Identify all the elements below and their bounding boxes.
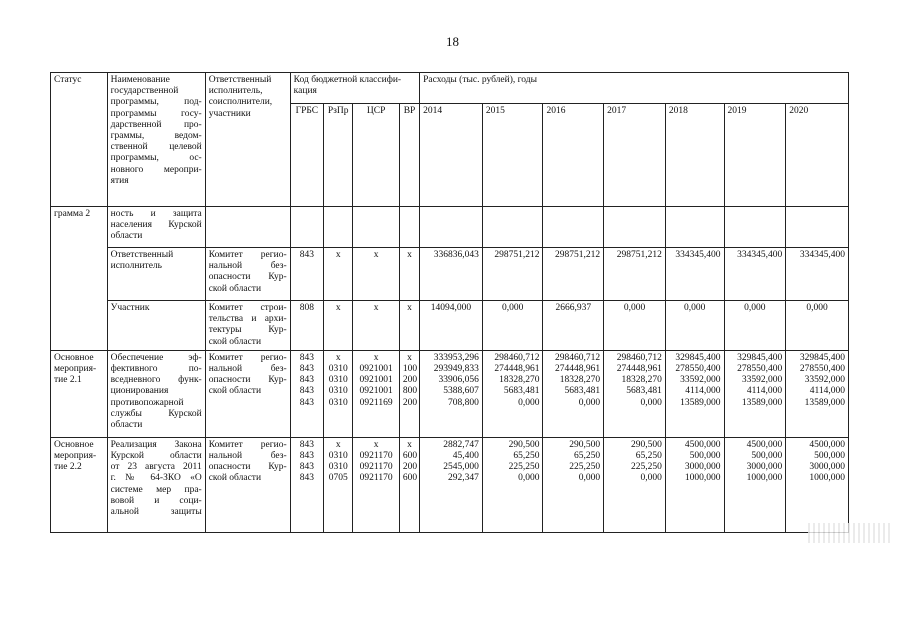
cell-executor xyxy=(205,301,290,351)
header-responsible-line: соисполнители, xyxy=(208,97,273,108)
cell-empty xyxy=(420,207,483,248)
value-line: 5388,607 xyxy=(443,386,479,397)
status-line: Основное xyxy=(54,352,94,363)
csr-line: 0921170 xyxy=(359,473,393,484)
role-line: Ответственный xyxy=(110,250,174,260)
grbs-line: 843 xyxy=(299,364,314,375)
csr-line: 0921170 xyxy=(359,462,393,473)
executor-line: Комитет строи- xyxy=(208,303,287,313)
header-budget-code-line: Код бюджетной классифи- xyxy=(293,75,402,85)
cell-measure-name xyxy=(107,437,205,532)
measure-name-line: системе мер пра- xyxy=(110,484,202,495)
cell-values-2017 xyxy=(604,350,666,437)
cell-values-2017 xyxy=(604,437,666,532)
csr-line: 0921001 xyxy=(359,375,393,386)
header-budget-code-line: кация xyxy=(293,86,317,97)
value-line: 13589,000 xyxy=(680,397,721,408)
executor-line: опасности Кур- xyxy=(208,375,287,386)
measure-name-line: Реализация Закона xyxy=(110,439,202,450)
rzpr-line: 0310 xyxy=(328,451,348,462)
value-line: 2545,000 xyxy=(443,462,479,473)
cell-value: 0,000 xyxy=(665,301,724,351)
cell-values-2016 xyxy=(543,437,604,532)
value-line: 298460,712 xyxy=(494,352,540,363)
cell-empty xyxy=(786,207,849,248)
measure-name-line: противопожарной xyxy=(110,397,184,408)
csr-line: 0921169 xyxy=(359,397,393,408)
value-line: 225,250 xyxy=(630,462,662,473)
executor-line: Комитет регио- xyxy=(208,250,287,260)
value-line: 0,000 xyxy=(578,473,601,484)
cell-executor xyxy=(205,437,290,532)
cell-values-2018 xyxy=(665,437,724,532)
value-line: 1000,000 xyxy=(746,473,783,484)
cell-role: Участник xyxy=(107,301,205,351)
value-line: 13589,000 xyxy=(741,397,783,408)
header-responsible-line: исполнитель, xyxy=(208,86,263,97)
cell-empty xyxy=(205,207,290,248)
measure-name-line: службы Курской xyxy=(110,408,202,419)
program-name-line: ность и защита xyxy=(110,209,202,219)
value-line: 333953,296 xyxy=(433,352,479,363)
cell-csr: x xyxy=(353,248,400,301)
header-year: 2017 xyxy=(604,104,666,207)
status-line: мероприя- xyxy=(54,364,97,375)
measure-name-line: вовой и соци- xyxy=(110,495,202,506)
cell-empty xyxy=(543,207,604,248)
value-line: 3000,000 xyxy=(746,462,783,473)
value-line: 18328,270 xyxy=(621,375,662,386)
value-line: 274448,961 xyxy=(616,364,662,375)
measure-name-line: Курской области xyxy=(110,451,202,462)
header-name-line: ственной целевой xyxy=(110,142,202,153)
cell-empty xyxy=(604,207,666,248)
status-line: тие 2.2 xyxy=(54,462,82,473)
vr-line: 200 xyxy=(402,397,418,408)
vr-line: x xyxy=(407,352,412,363)
header-name-line: дарственной про- xyxy=(110,119,202,130)
cell-rzpr xyxy=(324,437,353,532)
grbs-line: 843 xyxy=(299,375,314,386)
grbs-line: 843 xyxy=(299,451,314,462)
cell-vr xyxy=(399,350,419,437)
executor-line: нальной без- xyxy=(208,364,287,375)
value-line: 225,250 xyxy=(508,462,540,473)
status-line: мероприя- xyxy=(54,451,97,462)
header-csr: ЦСР xyxy=(353,104,400,207)
cell-values-2018 xyxy=(665,350,724,437)
rzpr-line: 0310 xyxy=(328,364,348,375)
cell-values-2015 xyxy=(482,350,543,437)
table-row-program xyxy=(51,207,849,248)
value-line: 2882,747 xyxy=(443,439,479,450)
value-line: 274448,961 xyxy=(555,364,601,375)
program-name-line: области xyxy=(110,231,143,242)
value-line: 290,500 xyxy=(569,439,601,450)
executor-line: нальной без- xyxy=(208,451,287,462)
header-name xyxy=(107,73,205,207)
cell-measure-name xyxy=(107,350,205,437)
value-line: 33906,056 xyxy=(438,375,479,386)
cell-executor xyxy=(205,350,290,437)
value-line: 0,000 xyxy=(640,397,662,408)
measure-name-line: вседневного функ- xyxy=(110,375,202,386)
value-line: 278550,400 xyxy=(675,364,721,375)
value-line: 4114,000 xyxy=(685,386,721,397)
value-line: 65,250 xyxy=(635,451,662,462)
value-line: 290,500 xyxy=(508,439,540,450)
vr-line: x xyxy=(407,439,412,450)
cell-csr xyxy=(353,350,400,437)
value-line: 0,000 xyxy=(518,397,540,408)
value-line: 274448,961 xyxy=(494,364,540,375)
rzpr-line: 0310 xyxy=(328,462,348,473)
value-line: 329845,400 xyxy=(737,352,783,363)
rzpr-line: x xyxy=(335,352,341,363)
status-line: Основное xyxy=(54,439,94,450)
cell-status xyxy=(51,437,108,532)
header-expenses xyxy=(420,73,849,104)
header-name-line: программы госу- xyxy=(110,108,202,119)
cell-vr xyxy=(399,437,419,532)
scan-artifact xyxy=(808,523,890,543)
cell-value: 0,000 xyxy=(724,301,786,351)
vr-line: 200 xyxy=(402,375,418,386)
cell-value: 298751,212 xyxy=(604,248,666,301)
executor-line: нальной без- xyxy=(208,261,287,272)
value-line: 298460,712 xyxy=(616,352,662,363)
cell-csr xyxy=(353,437,400,532)
value-line: 0,000 xyxy=(518,473,540,484)
value-line: 18328,270 xyxy=(559,375,601,386)
table-row-participant xyxy=(51,301,849,351)
cell-values-2015 xyxy=(482,437,543,532)
value-line: 293949,833 xyxy=(433,364,479,375)
value-line: 65,250 xyxy=(574,451,601,462)
cell-values-2020 xyxy=(786,437,849,532)
cell-value: 2666,937 xyxy=(543,301,604,351)
vr-line: 600 xyxy=(402,451,418,462)
header-year: 2019 xyxy=(724,104,786,207)
cell-value: 0,000 xyxy=(786,301,849,351)
csr-line: 0921170 xyxy=(359,451,393,462)
header-responsible xyxy=(205,73,290,207)
cell-value: 0,000 xyxy=(604,301,666,351)
value-line: 298460,712 xyxy=(555,352,601,363)
grbs-line: 843 xyxy=(299,473,314,484)
page-number: 18 xyxy=(446,34,459,49)
rzpr-line: 0310 xyxy=(328,386,348,397)
value-line: 278550,400 xyxy=(737,364,783,375)
value-line: 4500,000 xyxy=(684,439,721,450)
value-line: 4500,000 xyxy=(746,439,783,450)
cell-executor xyxy=(205,248,290,301)
header-year: 2015 xyxy=(482,104,543,207)
value-line: 3000,000 xyxy=(809,462,845,473)
header-year: 2018 xyxy=(665,104,724,207)
rzpr-line: 0310 xyxy=(328,397,348,408)
grbs-line: 843 xyxy=(299,352,314,363)
header-rzpr: РзПр xyxy=(324,104,353,207)
grbs-line: 843 xyxy=(299,462,314,473)
vr-line: 100 xyxy=(402,364,418,375)
executor-line: ской области xyxy=(208,386,262,397)
vr-line: 800 xyxy=(402,386,418,397)
table-row-measure-2-2 xyxy=(51,437,849,532)
executor-line: опасности Кур- xyxy=(208,462,287,473)
csr-line: x xyxy=(373,352,379,363)
measure-name-line: Обеспечение эф- xyxy=(110,352,202,363)
cell-rzpr: x xyxy=(324,248,353,301)
cell-empty xyxy=(724,207,786,248)
executor-line: ской области xyxy=(208,336,262,347)
header-expenses-label: Расходы (тыс. рублей), годы xyxy=(423,75,537,85)
value-line: 292,347 xyxy=(447,473,479,484)
header-year: 2020 xyxy=(786,104,849,207)
grbs-line: 843 xyxy=(299,386,314,397)
cell-grbs xyxy=(290,437,323,532)
value-line: 4114,000 xyxy=(746,386,783,397)
value-line: 33592,000 xyxy=(804,375,845,386)
cell-empty xyxy=(353,207,400,248)
header-grbs: ГРБС xyxy=(290,104,323,207)
header-responsible-line: участники xyxy=(208,108,251,119)
cell-status xyxy=(51,350,108,437)
value-line: 0,000 xyxy=(578,397,601,408)
cell-values-2014 xyxy=(420,350,483,437)
cell-rzpr: x xyxy=(324,301,353,351)
value-line: 290,500 xyxy=(630,439,662,450)
cell-values-2016 xyxy=(543,350,604,437)
header-name-line: новного меропри- xyxy=(110,164,202,175)
csr-line: 0921001 xyxy=(359,386,393,397)
value-line: 4500,000 xyxy=(809,439,845,450)
cell-value: 336836,043 xyxy=(420,248,483,301)
value-line: 18328,270 xyxy=(499,375,540,386)
value-line: 708,800 xyxy=(447,397,479,408)
value-line: 5683,481 xyxy=(564,386,601,397)
header-budget-code xyxy=(290,73,419,104)
measure-name-line: ционирования xyxy=(110,386,169,397)
grbs-line: 843 xyxy=(299,439,314,450)
measure-name-line: области xyxy=(110,420,143,431)
cell-vr: x xyxy=(399,301,419,351)
cell-values-2014 xyxy=(420,437,483,532)
header-status-label: Статус xyxy=(54,75,82,85)
header-status xyxy=(51,73,108,207)
measure-name-line: альной защиты xyxy=(110,507,202,518)
value-line: 45,400 xyxy=(452,451,479,462)
cell-value: 334345,400 xyxy=(665,248,724,301)
header-responsible-line: Ответственный xyxy=(208,75,272,85)
cell-empty xyxy=(482,207,543,248)
value-line: 3000,000 xyxy=(684,462,721,473)
value-line: 5683,481 xyxy=(626,386,662,397)
executor-line: тектуры Кур- xyxy=(208,325,287,336)
value-line: 500,000 xyxy=(814,451,845,462)
table-row-measure-2-1 xyxy=(51,350,849,437)
header-name-line: программы, под- xyxy=(110,97,202,108)
value-line: 1000,000 xyxy=(684,473,721,484)
header-name-line: программы, ос- xyxy=(110,153,202,164)
header-name-line: граммы, ведом- xyxy=(110,131,202,142)
value-line: 33592,000 xyxy=(741,375,783,386)
value-line: 329845,400 xyxy=(799,352,845,363)
measure-name-line: от 23 августа 2011 xyxy=(110,462,202,473)
role-line: исполнитель xyxy=(110,261,162,272)
cell-program-name xyxy=(107,207,205,248)
rzpr-line: 0310 xyxy=(328,375,348,386)
rzpr-line: x xyxy=(335,439,341,450)
vr-line: 600 xyxy=(402,473,418,484)
value-line: 4114,000 xyxy=(809,386,845,397)
header-year: 2016 xyxy=(543,104,604,207)
cell-role xyxy=(107,248,205,301)
header-vr: ВР xyxy=(399,104,419,207)
executor-line: ской области xyxy=(208,283,262,294)
cell-vr: x xyxy=(399,248,419,301)
value-line: 225,250 xyxy=(569,462,601,473)
cell-csr: x xyxy=(353,301,400,351)
measure-name-line: фективного по- xyxy=(110,364,202,375)
cell-value: 334345,400 xyxy=(786,248,849,301)
value-line: 13589,000 xyxy=(804,397,845,408)
value-line: 500,000 xyxy=(751,451,783,462)
value-line: 0,000 xyxy=(640,473,662,484)
header-row-top xyxy=(51,73,849,104)
grbs-line: 843 xyxy=(299,397,314,408)
budget-table xyxy=(50,72,849,533)
value-line: 500,000 xyxy=(689,451,721,462)
program-name-line: населения Курской xyxy=(110,220,202,231)
header-year: 2014 xyxy=(420,104,483,207)
value-line: 1000,000 xyxy=(809,473,845,484)
value-line: 5683,481 xyxy=(503,386,540,397)
cell-values-2020 xyxy=(786,350,849,437)
status-line: тие 2.1 xyxy=(54,375,82,386)
cell-rzpr xyxy=(324,350,353,437)
cell-values-2019 xyxy=(724,437,786,532)
header-name-line: Наименование xyxy=(110,75,170,85)
table-row-responsible xyxy=(51,248,849,301)
value-line: 278550,400 xyxy=(799,364,845,375)
cell-value: 334345,400 xyxy=(724,248,786,301)
cell-grbs: 808 xyxy=(290,301,323,351)
value-line: 65,250 xyxy=(513,451,540,462)
executor-line: тельства и архи- xyxy=(208,314,287,325)
executor-line: ской области xyxy=(208,473,262,484)
vr-line: 200 xyxy=(402,462,418,473)
value-line: 329845,400 xyxy=(675,352,721,363)
cell-value: 0,000 xyxy=(482,301,543,351)
cell-value: 298751,212 xyxy=(543,248,604,301)
cell-value: 14094,000 xyxy=(420,301,483,351)
cell-empty xyxy=(399,207,419,248)
executor-line: опасности Кур- xyxy=(208,272,287,283)
measure-name-line: г. № 64-ЗКО «О xyxy=(110,473,202,484)
header-name-line: ятия xyxy=(110,175,129,186)
cell-values-2019 xyxy=(724,350,786,437)
csr-line: x xyxy=(373,439,379,450)
cell-status: грамма 2 xyxy=(51,207,108,351)
cell-empty xyxy=(290,207,323,248)
rzpr-line: 0705 xyxy=(328,473,348,484)
executor-line: Комитет регио- xyxy=(208,352,287,363)
cell-empty xyxy=(324,207,353,248)
cell-grbs xyxy=(290,350,323,437)
csr-line: 0921001 xyxy=(359,364,393,375)
header-name-line: государственной xyxy=(110,86,179,97)
cell-empty xyxy=(665,207,724,248)
cell-grbs: 843 xyxy=(290,248,323,301)
value-line: 33592,000 xyxy=(680,375,721,386)
executor-line: Комитет регио- xyxy=(208,439,287,450)
cell-value: 298751,212 xyxy=(482,248,543,301)
